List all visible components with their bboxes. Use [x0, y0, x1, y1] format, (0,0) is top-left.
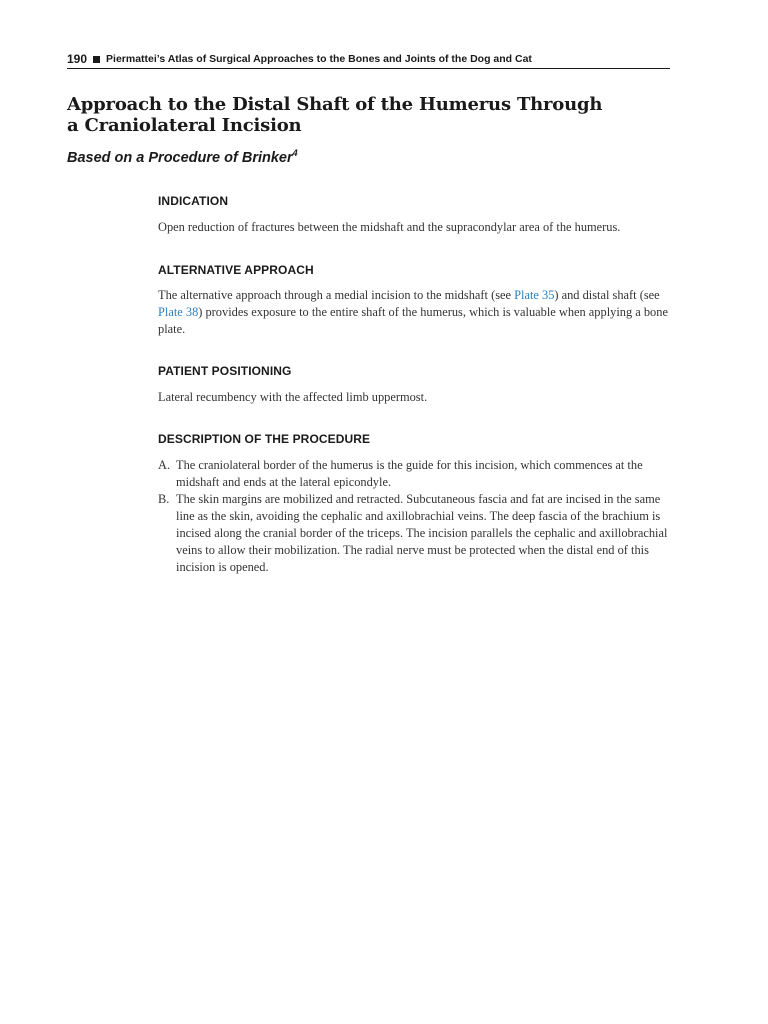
- title-line-1: Approach to the Distal Shaft of the Humerus Through: [67, 94, 603, 115]
- patient-positioning-text: Lateral recumbency with the affected limb uppermost.: [158, 390, 428, 404]
- list-item-text: The craniolateral border of the humerus is the guide for this incision, which commences at the midshaft and ends at the lateral epicondyle.: [176, 458, 643, 489]
- alternative-approach-heading: ALTERNATIVE APPROACH: [158, 263, 314, 277]
- alternative-text-part-b: ) and distal shaft (see: [554, 288, 660, 302]
- indication-text: Open reduction of fractures between the midshaft and the supracondylar area of the humerus.: [158, 220, 621, 234]
- subtitle-reference: 4: [292, 148, 298, 158]
- alternative-approach-text: [158, 287, 673, 338]
- page-number: 190: [67, 52, 88, 66]
- subtitle: [67, 148, 298, 166]
- title-line-2: a Craniolateral Incision: [67, 115, 302, 136]
- list-marker: B.: [158, 492, 170, 506]
- plate-38-link[interactable]: Plate 38: [158, 305, 199, 319]
- patient-positioning-heading: PATIENT POSITIONING: [158, 364, 292, 378]
- indication-heading: INDICATION: [158, 194, 229, 208]
- list-item: [158, 491, 673, 576]
- subtitle-text: Based on a Procedure of Brinker: [67, 149, 293, 166]
- list-item-text: The skin margins are mobilized and retracted. Subcutaneous fascia and fat are incised in the same line as the skin, avoiding the cephalic and axillobrachial veins. The deep fascia of the brachium is incised along the cranial border of the triceps. The incision parallels the cephalic and axillobrachial veins to allow their mobilization. The radial nerve must be protected when the distal end of this incision is opened.: [176, 492, 668, 574]
- plate-35-link[interactable]: Plate 35: [514, 288, 555, 302]
- page-title: [67, 94, 667, 136]
- header-rule: [67, 68, 670, 69]
- running-head: [67, 52, 670, 66]
- square-bullet-icon: [93, 56, 100, 63]
- running-head-title: Piermattei’s Atlas of Surgical Approaches to the Bones and Joints of the Dog and Cat: [106, 53, 532, 65]
- list-item: [158, 457, 673, 491]
- alternative-text-part-a: The alternative approach through a medial incision to the midshaft (see: [158, 288, 515, 302]
- list-marker: A.: [158, 458, 171, 472]
- alternative-text-part-c: ) provides exposure to the entire shaft of the humerus, which is valuable when applying a bone plate.: [158, 305, 668, 336]
- procedure-heading: DESCRIPTION OF THE PROCEDURE: [158, 432, 371, 446]
